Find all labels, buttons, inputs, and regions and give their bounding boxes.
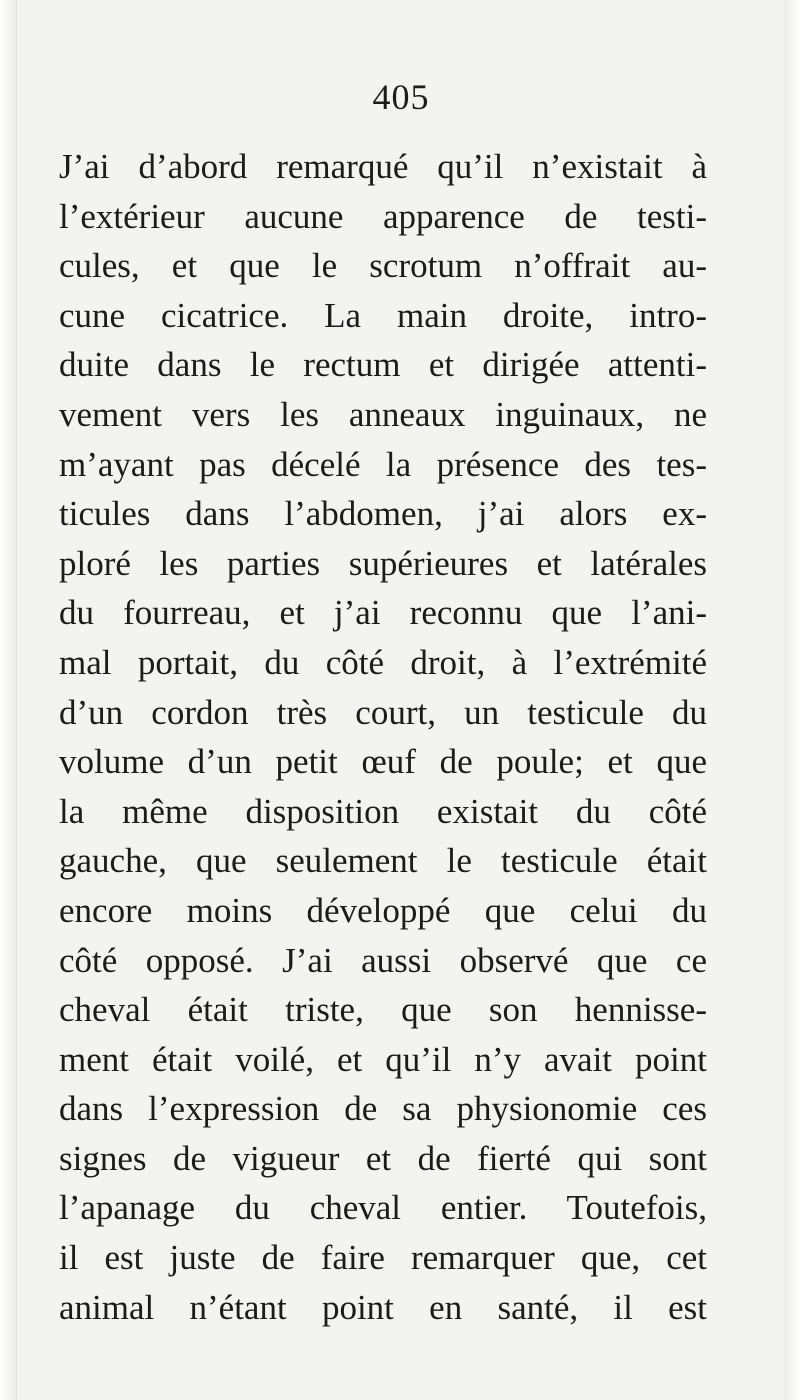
text-line: cules, et que le scrotum n’offrait au- (59, 246, 707, 286)
book-page (16, 0, 786, 1400)
text-line: gauche, que seulement le testicule était (59, 841, 707, 881)
page-number: 405 (372, 77, 430, 117)
text-line: dans l’expression de sa physionomie ces (59, 1089, 707, 1129)
text-line: animal n’étant point en santé, il est (59, 1287, 707, 1327)
text-line: l’extérieur aucune apparence de testi- (59, 196, 707, 236)
text-line: vement vers les anneaux inguinaux, ne (59, 394, 707, 434)
text-line: signes de vigueur et de fierté qui sont (59, 1138, 707, 1178)
text-line: duite dans le rectum et dirigée attenti- (59, 345, 707, 385)
left-margin-shadow (0, 0, 16, 1400)
text-line: encore moins développé que celui du (59, 890, 707, 930)
text-line: ticules dans l’abdomen, j’ai alors ex- (59, 494, 707, 534)
right-margin-shadow (784, 0, 800, 1400)
text-line: cune cicatrice. La main droite, intro- (59, 295, 707, 335)
text-line: côté opposé. J’ai aussi observé que ce (59, 940, 707, 980)
text-line: J’ai d’abord remarqué qu’il n’existait à (59, 147, 707, 186)
text-line: d’un cordon très court, un testicule du (59, 692, 707, 732)
text-line: cheval était triste, que son hennisse- (59, 990, 707, 1030)
text-line: m’ayant pas décelé la présence des tes- (59, 444, 707, 484)
text-line: il est juste de faire remarquer que, cet (59, 1238, 707, 1278)
text-line: mal portait, du côté droit, à l’extrémité (59, 642, 707, 682)
text-line: volume d’un petit œuf de poule; et que (59, 742, 707, 782)
text-line: ment était voilé, et qu’il n’y avait point (59, 1039, 707, 1079)
text-line: la même disposition existait du côté (59, 791, 707, 831)
body-text (59, 142, 707, 1332)
text-line: ploré les parties supérieures et latérales (59, 543, 707, 583)
text-line: du fourreau, et j’ai reconnu que l’ani- (59, 593, 707, 633)
text-line: l’apanage du cheval entier. Toutefois, (59, 1188, 707, 1228)
